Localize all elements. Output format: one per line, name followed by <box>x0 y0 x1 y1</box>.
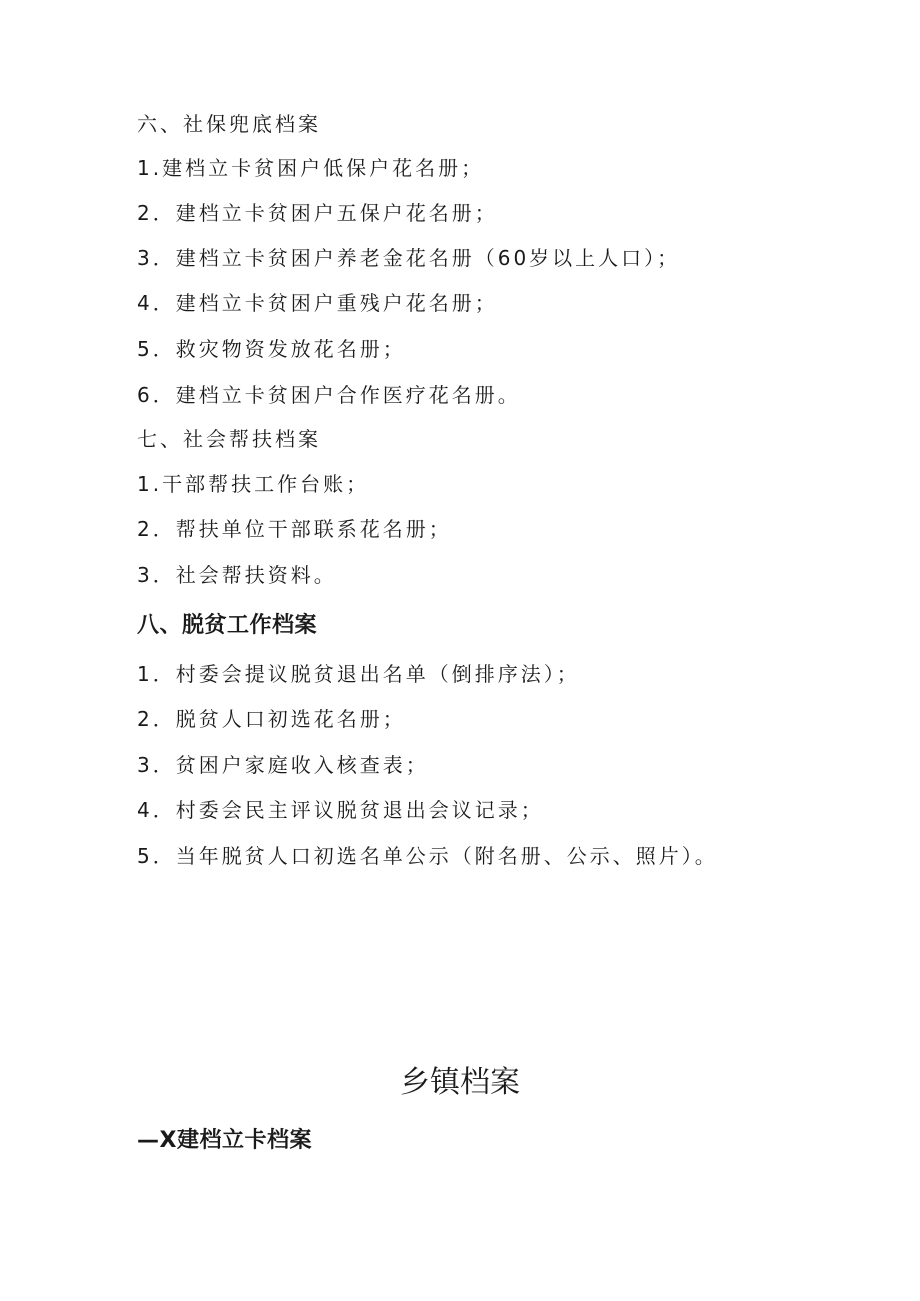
page-title: 乡镇档案 <box>400 1065 520 1100</box>
list-item: 6．建档立卡贫困户合作医疗花名册。 <box>137 383 521 407</box>
list-item: 1.建档立卡贫困户低保户花名册； <box>137 156 485 180</box>
section-heading-social-security: 六、社保兜底档案 <box>137 112 321 136</box>
list-item: 3．贫困户家庭收入核查表； <box>137 753 429 777</box>
list-item: 1.干部帮扶工作台账； <box>137 472 370 496</box>
list-item: 1．村委会提议脱贫退出名单（倒排序法）； <box>137 662 580 686</box>
list-item: 4．建档立卡贫困户重残户花名册； <box>137 291 498 315</box>
list-item: 4．村委会民主评议脱贫退出会议记录； <box>137 798 544 822</box>
list-item: 5．当年脱贫人口初选名单公示（附名册、公示、照片）。 <box>137 844 718 868</box>
list-item: 2．帮扶单位干部联系花名册； <box>137 517 452 541</box>
list-item: 2．建档立卡贫困户五保户花名册； <box>137 201 498 225</box>
list-item: 2．脱贫人口初选花名册； <box>137 707 406 731</box>
list-item: 5．救灾物资发放花名册； <box>137 337 406 361</box>
subheading: —X建档立卡档案 <box>137 1128 312 1153</box>
section-heading-social-assistance: 七、社会帮扶档案 <box>137 427 321 451</box>
list-item: 3．建档立卡贫困户养老金花名册（60岁以上人口）； <box>137 246 681 270</box>
section-heading-poverty-exit: 八、脱贫工作档案 <box>137 613 318 638</box>
list-item: 3．社会帮扶资料。 <box>137 563 337 587</box>
